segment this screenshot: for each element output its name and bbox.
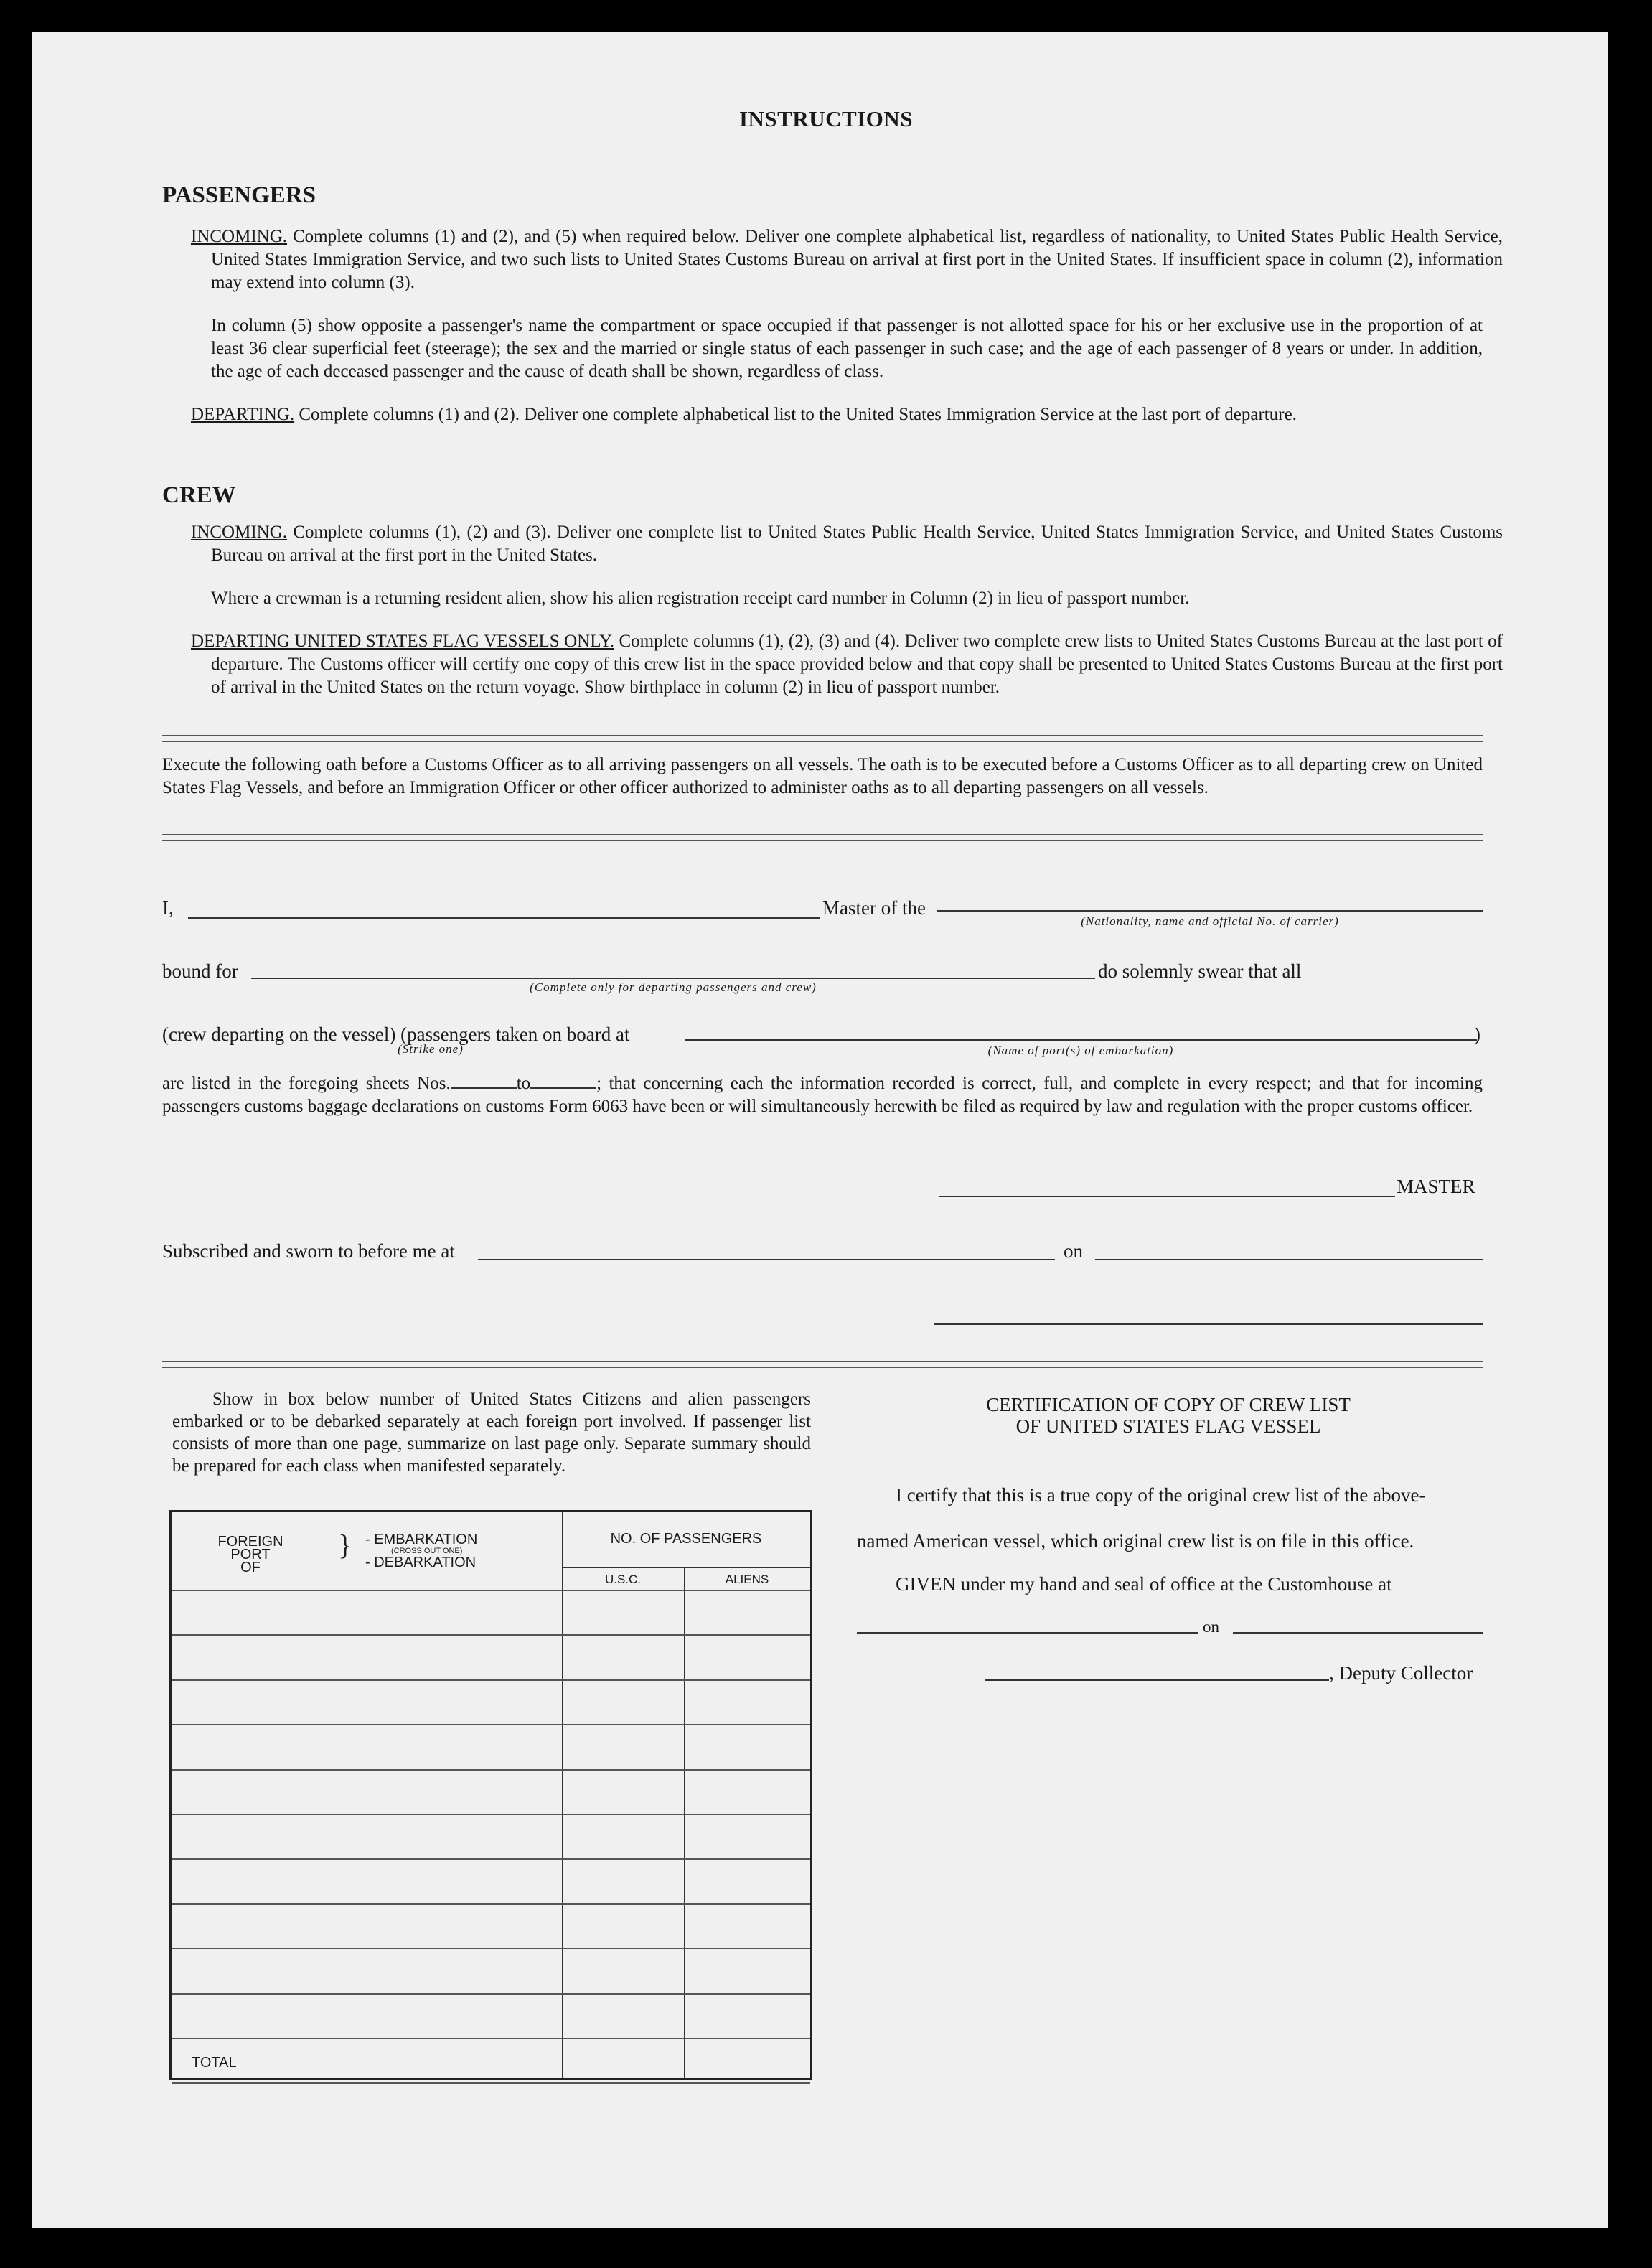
usc-header: U.S.C. <box>604 1573 642 1586</box>
on-label: on <box>1203 1618 1219 1636</box>
foreign-port-of-header: FOREIGN PORT OF <box>217 1534 283 1575</box>
table-row[interactable] <box>172 1858 810 1860</box>
subscribed-date-field[interactable] <box>1095 1259 1483 1260</box>
table-row[interactable] <box>172 2038 810 2039</box>
table-row[interactable] <box>172 1724 810 1725</box>
brace-icon: } <box>338 1529 352 1561</box>
foregoing-sheets-paragraph: are listed in the foregoing sheets Nos. to ; that concerning each the information recorded is correct, full, and complete in every respect; and that for incoming passengers customs baggage declarations on customs Form 6063 have been or will simultaneously herewith be filed as required by law and regulation with the proper customs officer. <box>162 1074 1483 1116</box>
sheet-from-field[interactable] <box>451 1074 517 1089</box>
strike-one-caption: (Strike one) <box>398 1042 464 1056</box>
table-row[interactable] <box>172 1634 810 1636</box>
page-title: INSTRUCTIONS <box>738 106 913 131</box>
certify-text-cont: named American vessel, which original crew list is on file in this office. <box>857 1530 1414 1552</box>
summary-instructions: Show in box below number of United States Citizens and alien passengers embarked or to be debarked separately at each foreign port involved. If passenger list consists of more than one page, summarize on last page only. Separate summary should be prepared for each class when manifested separately. <box>172 1390 811 1476</box>
port-of-embarkation-field[interactable] <box>685 1039 1477 1041</box>
section-passengers-heading: PASSENGERS <box>162 182 316 208</box>
table-row[interactable] <box>172 1903 810 1905</box>
divider <box>162 834 1483 841</box>
passengers-departing-label: DEPARTING. <box>191 405 295 424</box>
passenger-summary-table <box>169 1510 812 2080</box>
crew-incoming-paragraph <box>191 521 1503 567</box>
embarkation-caption: (Name of port(s) of embarkation) <box>987 1044 1174 1057</box>
total-label: TOTAL <box>192 2055 237 2071</box>
passengers-incoming-paragraph <box>191 225 1503 294</box>
vessel-field[interactable] <box>937 910 1483 912</box>
crew-incoming-label: INCOMING. <box>191 523 288 542</box>
certification-date-field[interactable] <box>1233 1632 1483 1634</box>
passengers-column5-paragraph: In column (5) show opposite a passenger's name the compartment or space occupied if that passenger is not allotted space for his or her exclusive use in the proportion of at least 36 clear superficial feet (steerage); the sex and the married or single status of each passenger in such case; and the age of each passenger of 8 years or under. In addition, the age of each deceased passenger and the cause of death shall be shown, regardless of class. <box>211 316 1483 381</box>
no-of-passengers-header: NO. OF PASSENGERS <box>610 1531 762 1547</box>
deputy-collector-label: , Deputy Collector <box>1329 1662 1473 1684</box>
header-divider <box>562 1567 810 1568</box>
crew-departing-paragraph <box>191 630 1503 699</box>
given-text: GIVEN under my hand and seal of office at the Customhouse at <box>896 1573 1392 1595</box>
master-signature-field[interactable] <box>939 1196 1395 1197</box>
master-name-field[interactable] <box>188 917 820 919</box>
master-signature-label: MASTER <box>1397 1176 1475 1197</box>
master-of-the-label: Master of the <box>822 897 926 919</box>
column-divider <box>684 1567 685 2078</box>
passengers-incoming-text: Complete columns (1) and (2), and (5) when required below. Deliver one complete alphabetical list, regardless of nationality, to United States Public Health Service, United States Immigration Service, and two such lists to United States Customs Bureau on arrival at first port in the United States. If insufficient space in column (2), information may extend into column (3). <box>211 227 1503 292</box>
passengers-incoming-label: INCOMING. <box>191 227 288 246</box>
crew-incoming-text: Complete columns (1), (2) and (3). Deliver one complete list to United States Public Health Service, United States Immigration Service, and United States Customs Bureau on arrival at the first port in the United States. <box>211 523 1503 565</box>
passengers-departing-paragraph <box>191 403 1503 426</box>
divider <box>162 735 1483 742</box>
officer-signature-field[interactable] <box>934 1323 1483 1325</box>
aliens-header: ALIENS <box>725 1573 769 1586</box>
customhouse-field[interactable] <box>857 1632 1198 1634</box>
crew-departing-label: DEPARTING UNITED STATES FLAG VESSELS ONLY. <box>191 632 615 651</box>
deputy-signature-field[interactable] <box>985 1679 1329 1681</box>
table-row[interactable] <box>172 1814 810 1815</box>
section-crew-heading: CREW <box>162 482 236 508</box>
crew-passengers-choice: (crew departing on the vessel) (passengers taken on board at <box>162 1023 630 1045</box>
crew-departing-text: Complete columns (1), (2), (3) and (4). Deliver two complete crew lists to United States Customs Bureau at the last port of departure. The Customs officer will certify one copy of this crew list in the space provided below and that copy shall be presented to United States Customs Bureau at the first port of arrival in the United States on the return voyage. Show birthplace in column (2) in lieu of passport number. <box>211 632 1503 697</box>
bound-for-caption: (Complete only for departing passengers and crew) <box>530 980 817 994</box>
passengers-departing-text: Complete columns (1) and (2). Deliver one complete alphabetical list to the United States Immigration Service at the last port of departure. <box>299 405 1297 424</box>
certification-title: CERTIFICATION OF COPY OF CREW LIST OF UNITED STATES FLAG VESSEL <box>986 1394 1351 1437</box>
oath-i-label: I, <box>162 897 174 919</box>
bound-for-field[interactable] <box>251 978 1095 979</box>
swear-text: do solemnly swear that all <box>1098 960 1302 982</box>
crew-resident-alien-paragraph: Where a crewman is a returning resident alien, show his alien registration receipt card number in Column (2) in lieu of passport number. <box>211 589 1190 608</box>
sheet-to-field[interactable] <box>530 1074 596 1089</box>
table-row[interactable] <box>172 2082 810 2084</box>
table-row[interactable] <box>172 1590 810 1591</box>
table-row[interactable] <box>172 1769 810 1771</box>
table-row[interactable] <box>172 1993 810 1995</box>
subscribed-label: Subscribed and sworn to before me at <box>162 1240 455 1262</box>
certify-text: I certify that this is a true copy of the original crew list of the above- <box>896 1484 1426 1506</box>
bound-for-label: bound for <box>162 960 238 982</box>
embarkation-debarkation-header: - EMBARKATION (CROSS OUT ONE) - DEBARKATION <box>365 1532 478 1570</box>
oath-instructions: Execute the following oath before a Customs Officer as to all arriving passengers on all vessels. The oath is to be executed before a Customs Officer as to all departing crew on United States Flag Vessels, and before an Immigration Officer or other officer authorized to administer oaths as to all departing passengers on all vessels. <box>162 755 1483 797</box>
vessel-caption: (Nationality, name and official No. of carrier) <box>1081 914 1339 928</box>
closing-paren: ) <box>1474 1023 1480 1045</box>
table-row[interactable] <box>172 1948 810 1949</box>
table-row[interactable] <box>172 1679 810 1681</box>
subscribed-place-field[interactable] <box>478 1259 1055 1260</box>
divider <box>162 1361 1483 1368</box>
on-label: on <box>1064 1240 1083 1262</box>
